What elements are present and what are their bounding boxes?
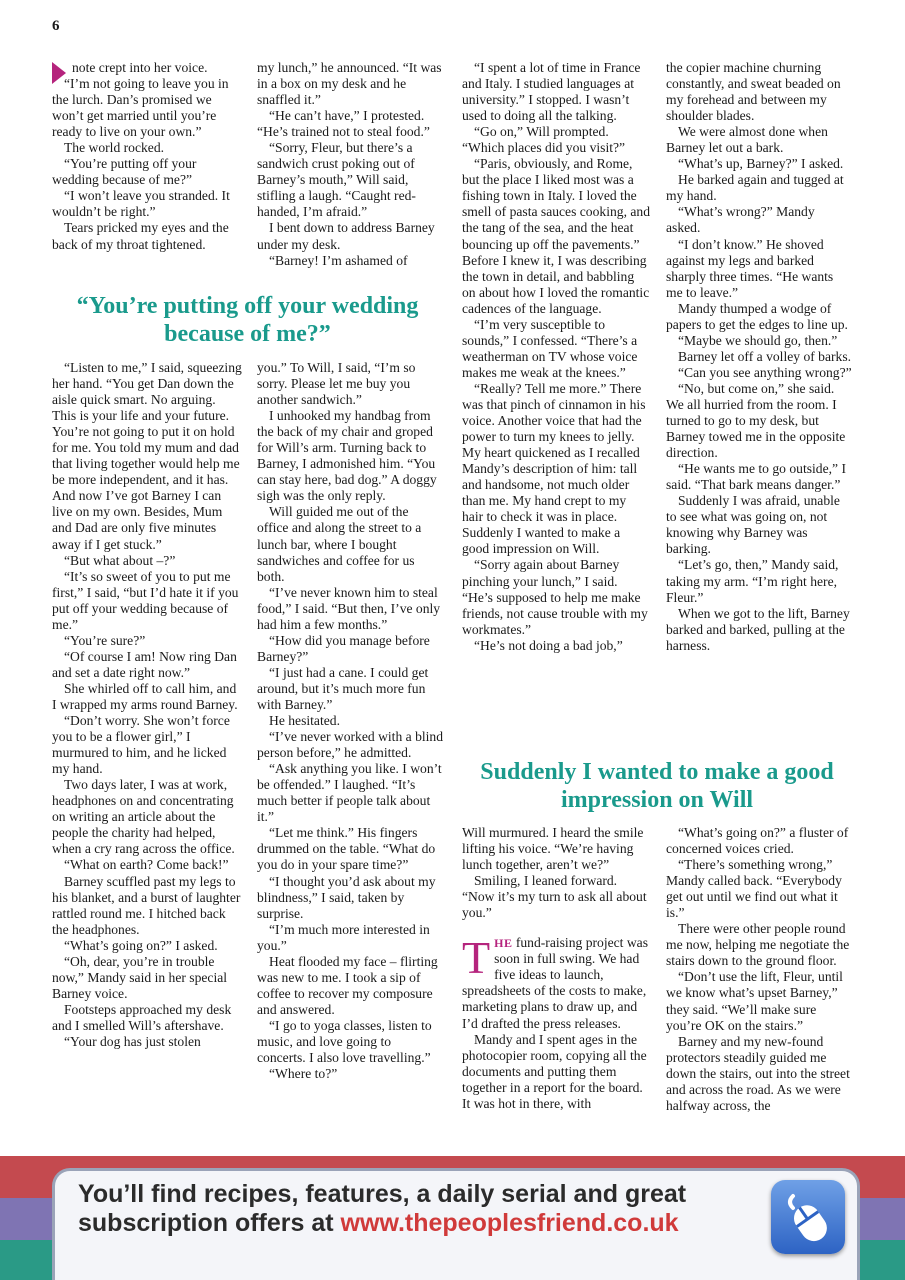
- paragraph: “I don’t know.” He shoved against my legs and barked sharply three times. “He wants me to leave.”: [666, 236, 834, 300]
- paragraph: “I’ve never worked with a blind person before,” he admitted.: [257, 729, 444, 761]
- paragraph: Footsteps approached my desk and I smelled Will’s aftershave.: [52, 1001, 232, 1033]
- column-d-top: [666, 60, 852, 654]
- paragraph: Suddenly I was afraid, unable to see what was going on, not knowing why Barney was barking.: [666, 493, 840, 557]
- paragraph: “I spent a lot of time in France and Italy. I studied languages at university.” I stopped. I wasn’t used to doing all the talking.: [462, 60, 641, 124]
- drop-cap-rest: HE: [494, 936, 513, 951]
- paragraph: Barney and my new-found protectors steadily guided me down the stairs, out into the street and across the road. As we were halfway across, the: [666, 1033, 850, 1113]
- paragraph: note crept into her voice.: [72, 60, 208, 75]
- column-d-bottom: [666, 825, 852, 1114]
- paragraph: “Sorry again about Barney pinching your lunch,” I said. “He’s supposed to help me make friends, not cause trouble with my workmates.”: [462, 557, 648, 637]
- paragraph: “I’ve never known him to steal food,” I said. “But then, I’ve only had him a few months.”: [257, 584, 441, 632]
- paragraph: Mandy and I spent ages in the photocopier room, copying all the documents and putting them together in a report for the board. It was hot in there, with: [462, 1031, 647, 1111]
- computer-mouse-icon[interactable]: [771, 1180, 845, 1254]
- paragraph: “What on earth? Come back!”: [64, 857, 229, 873]
- paragraph-text: fund-raising project was soon in full swing. We had five ideas to launch, spreadsheets of the costs to make, marketing plans to draw up, and I’d drafted the press releases.: [462, 935, 648, 1031]
- paragraph: “I’m much more interested in you.”: [257, 921, 430, 953]
- paragraph: “I’m very susceptible to sounds,” I confessed. “There’s a weatherman on TV whose voice makes me weak at the knees.”: [462, 316, 638, 380]
- paragraph: “Oh, dear, you’re in trouble now,” Mandy said in her special Barney voice.: [52, 953, 228, 1001]
- paragraph: “Go on,” Will prompted. “Which places did you visit?”: [462, 124, 626, 156]
- paragraph: “What’s up, Barney?” I asked.: [678, 156, 844, 172]
- paragraph: “Don’t use the lift, Fleur, until we know what’s upset Barney,” they said. “We’ll make sure you’re OK on the stairs.”: [666, 969, 843, 1033]
- paragraph: “Let’s go, then,” Mandy said, taking my arm. “I’m right here, Fleur.”: [666, 557, 839, 605]
- paragraph: “What’s going on?” I asked.: [64, 937, 218, 953]
- paragraph: Two days later, I was at work, headphones on and concentrating on writing an article about the people the charity had helped, when a cry rang across the office.: [52, 777, 235, 857]
- paragraph: “I thought you’d ask about my blindness,” I said, taken by surprise.: [257, 873, 436, 921]
- paragraph: Mandy thumped a wodge of papers to get the edges to line up.: [666, 300, 848, 332]
- paragraph: “What’s going on?” a fluster of concerned voices cried.: [666, 825, 849, 857]
- paragraph: “Barney! I’m ashamed of: [269, 252, 408, 268]
- computer-mouse-icon-graphic: [771, 1180, 845, 1254]
- paragraph: When we got to the lift, Barney barked and barked, pulling at the harness.: [666, 605, 850, 653]
- column-c-top: [462, 60, 650, 654]
- paragraph: “There’s something wrong,” Mandy called back. “Everybody get out until we find out what it is.”: [666, 857, 842, 921]
- paragraph: “But what about –?”: [64, 552, 176, 568]
- paragraph: “Paris, obviously, and Rome, but the place I liked most was a fishing town in Italy. I loved the smell of pasta sauces cooking, and the tang of the sea, and the heat bouncing up off the pavements.” Before I knew it, I was describing the town in detail, and babbling on about how I loved the romantic cadences of the language.: [462, 156, 650, 316]
- paragraph: The world rocked.: [64, 140, 165, 156]
- paragraph: I unhooked my handbag from the back of my chair and groped for Will’s arm. Turning back to Barney, I admonished him. “You can stay here, bad dog.” A doggy sigh was the only reply.: [257, 408, 437, 504]
- paragraph: “How did you manage before Barney?”: [257, 632, 430, 664]
- banner-text: [78, 1180, 768, 1238]
- paragraph: I bent down to address Barney under my desk.: [257, 220, 435, 252]
- paragraph: “Where to?”: [269, 1066, 338, 1082]
- paragraph: you.” To Will, I said, “I’m so sorry. Please let me buy you another sandwich.”: [257, 360, 416, 408]
- drop-cap: T: [462, 932, 491, 984]
- website-link[interactable]: www.thepeoplesfriend.co.uk: [340, 1209, 679, 1237]
- paragraph: “Can you see anything wrong?”: [678, 364, 852, 380]
- paragraph: Smiling, I leaned forward. “Now it’s my turn to ask all about you.”: [462, 873, 647, 921]
- paragraph: “I just had a cane. I could get around, but it’s much more fun with Barney.”: [257, 664, 429, 712]
- paragraph: Barney let off a volley of barks.: [678, 348, 852, 364]
- pull-quote: Suddenly I wanted to make a good impression on Will: [480, 759, 834, 813]
- column-c-bottom: [462, 825, 650, 1112]
- paragraph: Tears pricked my eyes and the back of my throat tightened.: [52, 220, 229, 252]
- paragraph: “He’s not doing a bad job,”: [474, 637, 623, 653]
- paragraph: There were other people round me now, helping me negotiate the stairs down to the ground floor.: [666, 921, 850, 969]
- paragraph: “It’s so sweet of you to put me first,” I said, “but I’d hate it if you put off your wedding because of me.”: [52, 568, 239, 632]
- paragraph: He hesitated.: [269, 713, 340, 729]
- paragraph: “No, but come on,” she said. We all hurried from the room. I turned to go to my desk, but Barney towed me in the opposite direction.: [666, 380, 846, 461]
- paragraph: “He can’t have,” I protested. “He’s trained not to steal food.”: [257, 108, 430, 140]
- paragraph: Barney scuffled past my legs to his blanket, and a burst of laughter rattled round me. I hitched back the headphones.: [52, 873, 241, 937]
- paragraph: “I won’t leave you stranded. It wouldn’t be right.”: [52, 188, 230, 220]
- banner-message: You’ll find recipes, features, a daily serial and great subscription offers at: [78, 1180, 687, 1237]
- pull-quote: “You’re putting off your wedding because of me?”: [76, 293, 419, 347]
- paragraph: [462, 932, 650, 1031]
- paragraph: “I go to yoga classes, listen to music, and love going to concerts. I also love travelling.”: [257, 1017, 432, 1066]
- paragraph: She whirled off to call him, and I wrapped my arms round Barney.: [52, 680, 238, 712]
- paragraph: “You’re sure?”: [64, 632, 146, 648]
- paragraph: “Of course I am! Now ring Dan and set a date right now.”: [52, 648, 237, 680]
- paragraph: “Let me think.” His fingers drummed on the table. “What do you do in your spare time?”: [257, 825, 436, 873]
- paragraph: “You’re putting off your wedding because of me?”: [52, 156, 197, 188]
- paragraph: “Listen to me,” I said, squeezing her hand. “You get Dan down the aisle quick smart. No arguing. This is your life and your future. You’re not going to put it on hold for me. You told my mum and dad that living together would help me be more independent, and it has. And now I’ve got Barney I can live on my own. Besides, Mum and Dad are only five minutes away if I get stuck.”: [52, 360, 242, 552]
- paragraph: Heat flooded my face – flirting was new to me. I took a sip of coffee to recover my composure and answered.: [257, 953, 438, 1017]
- column-b-bottom: [257, 360, 443, 1082]
- paragraph: “Your dog has just stolen: [64, 1033, 201, 1049]
- paragraph: “Sorry, Fleur, but there’s a sandwich crust poking out of Barney’s mouth,” Will said, stifling a laugh. “Caught red-handed, I’m afraid.”: [257, 140, 416, 220]
- paragraph: Will murmured. I heard the smile lifting his voice. “We’re having lunch together, aren’t we?”: [462, 825, 644, 873]
- paragraph: “I’m not going to leave you in the lurch. Dan’s promised we won’t get married until you’re ready to live on your own.”: [52, 76, 229, 140]
- column-a-bottom: [52, 360, 242, 1050]
- page-number: 6: [52, 18, 60, 34]
- paragraph: “Ask anything you like. I won’t be offended.” I laughed. “It’s much better if people talk about it.”: [257, 761, 442, 825]
- paragraph: We were almost done when Barney let out a bark.: [666, 124, 828, 156]
- paragraph: the copier machine churning constantly, and sweat beaded on my forehead and between my shoulder blades.: [666, 60, 841, 124]
- paragraph: “He wants me to go outside,” I said. “That bark means danger.”: [666, 461, 846, 493]
- column-b-top: [257, 60, 443, 269]
- column-a-top: [52, 60, 242, 253]
- paragraph: “Don’t worry. She won’t force you to be a flower girl,” I murmured to him, and he licked my hand.: [52, 713, 230, 777]
- paragraph: “Maybe we should go, then.”: [678, 332, 838, 348]
- paragraph: Will guided me out of the office and along the street to a lunch bar, where I bought sandwiches and coffee for us both.: [257, 504, 422, 584]
- paragraph: “Really? Tell me more.” There was that pinch of cinnamon in his voice. Another voice that had the power to turn my knees to jelly. My heart quickened as I recalled Mandy’s description of him: tall and handsome, not much older than me. My hand crept to my hair to check it was in place. Suddenly I wanted to make a good impression on Will.: [462, 380, 646, 557]
- paragraph: “What’s wrong?” Mandy asked.: [666, 204, 815, 236]
- paragraph: He barked again and tugged at my hand.: [666, 172, 844, 204]
- paragraph: my lunch,” he announced. “It was in a box on my desk and he snaffled it.”: [257, 60, 442, 108]
